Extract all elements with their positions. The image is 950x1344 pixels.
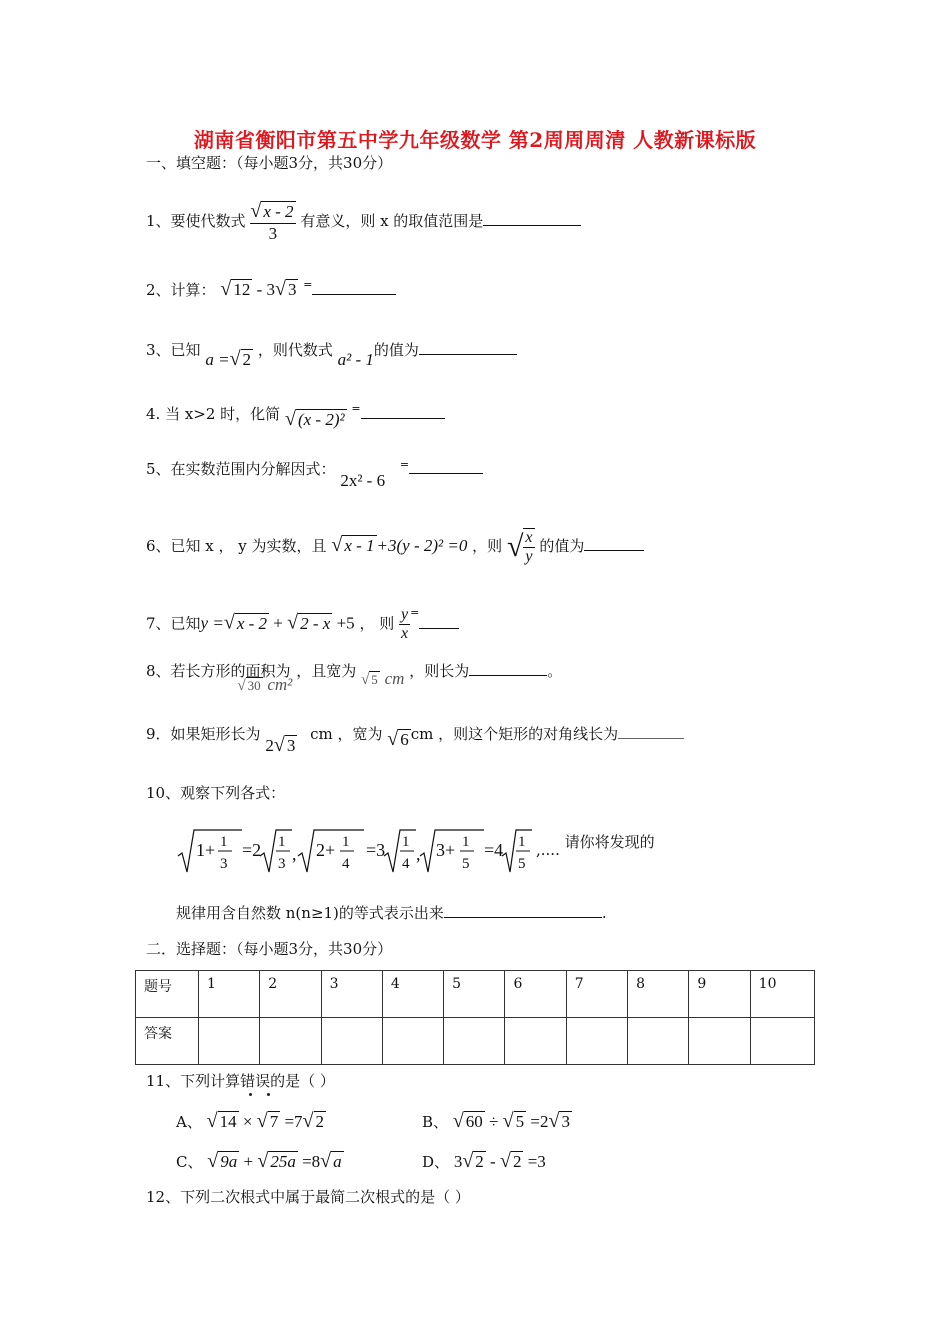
answer-cell[interactable] [505, 1018, 566, 1065]
q11-option-c[interactable]: C、 √ 9a + √ 25a =8√ a [176, 1150, 342, 1172]
svg-text:=3: =3 [366, 840, 386, 860]
q3-text-2: ，则代数式 [257, 341, 333, 359]
table-cell: 8 [628, 971, 689, 1018]
q7-radicand-2: 2 - x [300, 613, 331, 633]
q2-answer-blank[interactable] [312, 280, 396, 295]
q3-answer-blank[interactable] [419, 340, 517, 355]
q11-a-coef: 7 [294, 1112, 303, 1131]
q7-tail: +5 [332, 613, 355, 633]
q6-radicand: x - 1 [344, 536, 375, 555]
question-7: 7、已知y =√ x - 2 + √ 2 - x +5 ， 则 $\frac{y}{x}$ = [146, 606, 459, 643]
q11-option-c-label: C、 [176, 1153, 203, 1171]
svg-text:1: 1 [402, 834, 410, 850]
q6-text: 6、已知 x ， y 为实数，且 [146, 537, 327, 555]
q5-equals: = [399, 458, 410, 471]
q8-area-radicand: 30 [247, 678, 261, 693]
q4-equals: = [351, 402, 361, 415]
answer-cell[interactable] [321, 1018, 382, 1065]
answer-cell[interactable] [628, 1018, 689, 1065]
table-cell: 3 [321, 971, 382, 1018]
svg-text:=2: =2 [242, 840, 262, 860]
q11-option-d[interactable]: D、 3√ 2 - √ 2 =3 [422, 1150, 546, 1172]
q8-area-unit: cm² [267, 675, 293, 694]
table-cell: 7 [566, 971, 627, 1018]
svg-text:1: 1 [342, 834, 350, 850]
q4-radicand: (x - 2)² [297, 410, 345, 429]
q8-width-unit: cm [384, 669, 405, 688]
q1-text: 1、要使代数式 [146, 212, 246, 230]
q1-answer-blank[interactable] [483, 211, 581, 226]
section-choice-heading: 二．选择题：（每小题3分，共30分） [146, 940, 393, 958]
answer-cell[interactable] [260, 1018, 321, 1065]
q11-a-radicand-3: 2 [315, 1112, 325, 1131]
q9-length-radicand: 3 [286, 736, 296, 755]
svg-text:4: 4 [402, 856, 410, 872]
q11-option-d-label: D、 [422, 1153, 450, 1171]
answer-cell[interactable] [566, 1018, 627, 1065]
q5-expression: 2x² - 6 [340, 471, 386, 490]
q2-equals: = [303, 278, 313, 291]
question-9: 9．如果矩形长为 2√ 3 cm ，宽为 √ 6 cm ，则这个矩形的对角线长为 [146, 722, 684, 745]
q7-plus: + [269, 613, 288, 633]
q2-radicand-1: 12 [233, 280, 251, 299]
section-fill-blank-heading: 一、填空题：（每小题3分，共30分） [146, 154, 393, 172]
q8-text-2: ，且宽为 [296, 662, 357, 680]
answer-table-answer-row [136, 1018, 815, 1065]
svg-text:1: 1 [220, 834, 228, 850]
answer-cell[interactable] [382, 1018, 443, 1065]
q3-radicand: 2 [242, 350, 252, 369]
q8-period: 。 [547, 662, 563, 680]
q7-answer-blank[interactable] [419, 614, 459, 629]
svg-text:1: 1 [462, 834, 470, 850]
q6-fraction [523, 528, 534, 566]
q6-denominator: y [525, 548, 533, 565]
q8-text: 8、若长方形的面积为 [146, 662, 291, 680]
question-10-heading: 10、观察下列各式： [146, 784, 286, 802]
q7-y-equals: y = [200, 613, 224, 633]
q6-numerator: x [525, 529, 533, 546]
q7-then: ， 则 [359, 614, 395, 633]
question-4: 4. 当 x>2 时，化简 √ (x - 2)² = [146, 402, 445, 425]
table-cell: 2 [260, 971, 321, 1018]
q8-text-3: ，则长为 [409, 662, 470, 680]
q9-answer-blank[interactable] [618, 724, 684, 739]
table-cell: 6 [505, 971, 566, 1018]
q11-a-radicand-2: 7 [269, 1112, 279, 1131]
q1-text-2: 有意义，则 x 的取值范围是 [300, 212, 484, 230]
question-2: 2、计算： √ 12 - 3√ 3 = [146, 278, 396, 301]
svg-text:,: , [292, 844, 297, 864]
q11-c-radicand-2: 25a [270, 1152, 296, 1171]
q11-c-radicand-3: a [333, 1152, 342, 1171]
q11-c-radicand-1: 9a [220, 1152, 238, 1171]
table-cell: 1 [198, 971, 259, 1018]
table-cell: 4 [382, 971, 443, 1018]
q11-c-coef: 8 [311, 1152, 321, 1171]
q7-denominator: x [401, 625, 409, 642]
question-10-formula: 1+ 1 3 =2 1 3 , 2+ 1 4 =3 1 4 , 3+ 1 5 =4 1 5 ,.... 请你将发现的 [176, 826, 655, 876]
table-cell: 题号 [136, 971, 199, 1018]
q11-b-radicand-1: 60 [465, 1112, 483, 1131]
q11-b-radicand-3: 3 [561, 1112, 570, 1131]
q3-text: 3、已知 [146, 341, 201, 359]
q4-text: 4. 当 x>2 时，化简 [146, 405, 281, 423]
q1-fraction: $\frac{√ x - 2}{3}$ [250, 200, 294, 243]
q11-option-b-label: B、 [422, 1113, 449, 1131]
q9-text-2: cm ，宽为 [310, 725, 383, 743]
q9-length-coef: 2 [265, 736, 274, 755]
svg-text:1+: 1+ [196, 840, 216, 860]
table-cell: 答案 [136, 1018, 199, 1065]
q2-middle: - 3 [252, 280, 275, 299]
q6-equation: +3(y - 2)² =0 [376, 536, 468, 555]
q8-width-radicand: 5 [371, 672, 378, 687]
q11-option-a-label: A、 [176, 1113, 202, 1131]
q11-d-result: 3 [537, 1152, 546, 1171]
answer-table-header-row [136, 971, 815, 1018]
q11-d-radicand-2: 2 [512, 1152, 522, 1171]
svg-text:5: 5 [518, 856, 526, 872]
q1-radicand: x - 2 [263, 202, 294, 221]
q3-a-equals: a = [205, 350, 230, 369]
q7-equals: = [410, 606, 420, 619]
q5-answer-blank[interactable] [409, 459, 483, 474]
q11-d-radicand-1: 2 [475, 1152, 484, 1171]
q9-width-radicand: 6 [400, 730, 409, 749]
q11-d-coef: 3 [453, 1152, 463, 1171]
q10-period: . [601, 904, 607, 922]
answer-table [135, 970, 815, 1065]
q10-pattern-formula [176, 826, 536, 876]
q2-text: 2、计算： [146, 281, 216, 299]
question-10-line-2 [176, 902, 607, 923]
q6-text-2: 的值为 [539, 537, 585, 555]
q8-answer-blank[interactable] [469, 661, 547, 676]
q3-text-3: 的值为 [373, 341, 419, 359]
q10-answer-blank[interactable] [444, 903, 602, 918]
q2-radicand-2: 3 [287, 280, 297, 299]
answer-cell[interactable] [750, 1018, 814, 1065]
q5-text: 5、在实数范围内分解因式： [146, 460, 336, 478]
answer-cell[interactable] [444, 1018, 505, 1065]
svg-text:1: 1 [518, 834, 526, 850]
table-cell: 9 [689, 971, 750, 1018]
svg-text:3+: 3+ [436, 840, 456, 860]
q11-b-coef: 2 [539, 1112, 549, 1131]
answer-cell[interactable] [689, 1018, 750, 1065]
svg-text:3: 3 [278, 856, 286, 872]
q7-text: 7、已知 [146, 614, 201, 633]
q3-expression: a² - 1 [337, 350, 374, 369]
q11-option-a[interactable]: A、 √ 14 × √ 7 =7√ 2 [176, 1110, 325, 1132]
question-3: 3、已知 a =√ 2 ，则代数式 a² - 1的值为 [146, 338, 517, 361]
q1-denominator: 3 [268, 224, 278, 243]
q11-b-radicand-2: 5 [515, 1112, 525, 1131]
emphasis-dot [267, 1093, 270, 1096]
question-5 [146, 458, 483, 490]
table-cell: 5 [444, 971, 505, 1018]
q9-text-3: cm ，则这个矩形的对角线长为 [410, 725, 619, 743]
question-6: 6、已知 x ， y 为实数，且 √ x - 1 +3(y - 2)² =0 ，则 √ $\frac{x}{y}$ 的值为 [146, 528, 644, 566]
emphasis-dot [249, 1093, 252, 1096]
q7-fraction [399, 606, 410, 643]
q6-answer-blank[interactable] [584, 536, 644, 551]
answer-cell[interactable] [198, 1018, 259, 1065]
q7-radicand-1: x - 2 [236, 613, 268, 633]
q10-text-tail: 请你将发现的 [564, 833, 655, 851]
q11-option-b[interactable]: B、 √ 60 ÷ √ 5 =2√ 3 [422, 1110, 570, 1132]
svg-text:,: , [416, 844, 421, 864]
q7-numerator: y [401, 606, 409, 623]
table-cell: 10 [750, 971, 814, 1018]
question-11: 11、下列计算错误的是（ ） [146, 1072, 335, 1090]
svg-text:5: 5 [462, 856, 470, 872]
q4-answer-blank[interactable] [361, 404, 445, 419]
page-title: 湖南省衡阳市第五中学九年级数学 第2周周周清 人教新课标版 [193, 128, 757, 152]
svg-text:3: 3 [220, 856, 228, 872]
svg-text:1: 1 [278, 834, 286, 850]
svg-text:=4: =4 [484, 840, 504, 860]
q10-text-2: 规律用含自然数 n(n≥1)的等式表示出来 [176, 904, 444, 922]
q11-a-radicand-1: 14 [219, 1112, 237, 1131]
q9-text: 9．如果矩形长为 [146, 725, 261, 743]
question-8: 8、若长方形的面积为 √ 30 cm²，且宽为 √ 5 cm ，则长为 。 [146, 662, 563, 694]
svg-text:4: 4 [342, 856, 350, 872]
svg-text:2+: 2+ [316, 840, 336, 860]
question-1 [146, 200, 581, 244]
question-12: 12、下列二次根式中属于最简二次根式的是（ ） [146, 1188, 470, 1206]
q6-then: ，则 [472, 537, 503, 555]
